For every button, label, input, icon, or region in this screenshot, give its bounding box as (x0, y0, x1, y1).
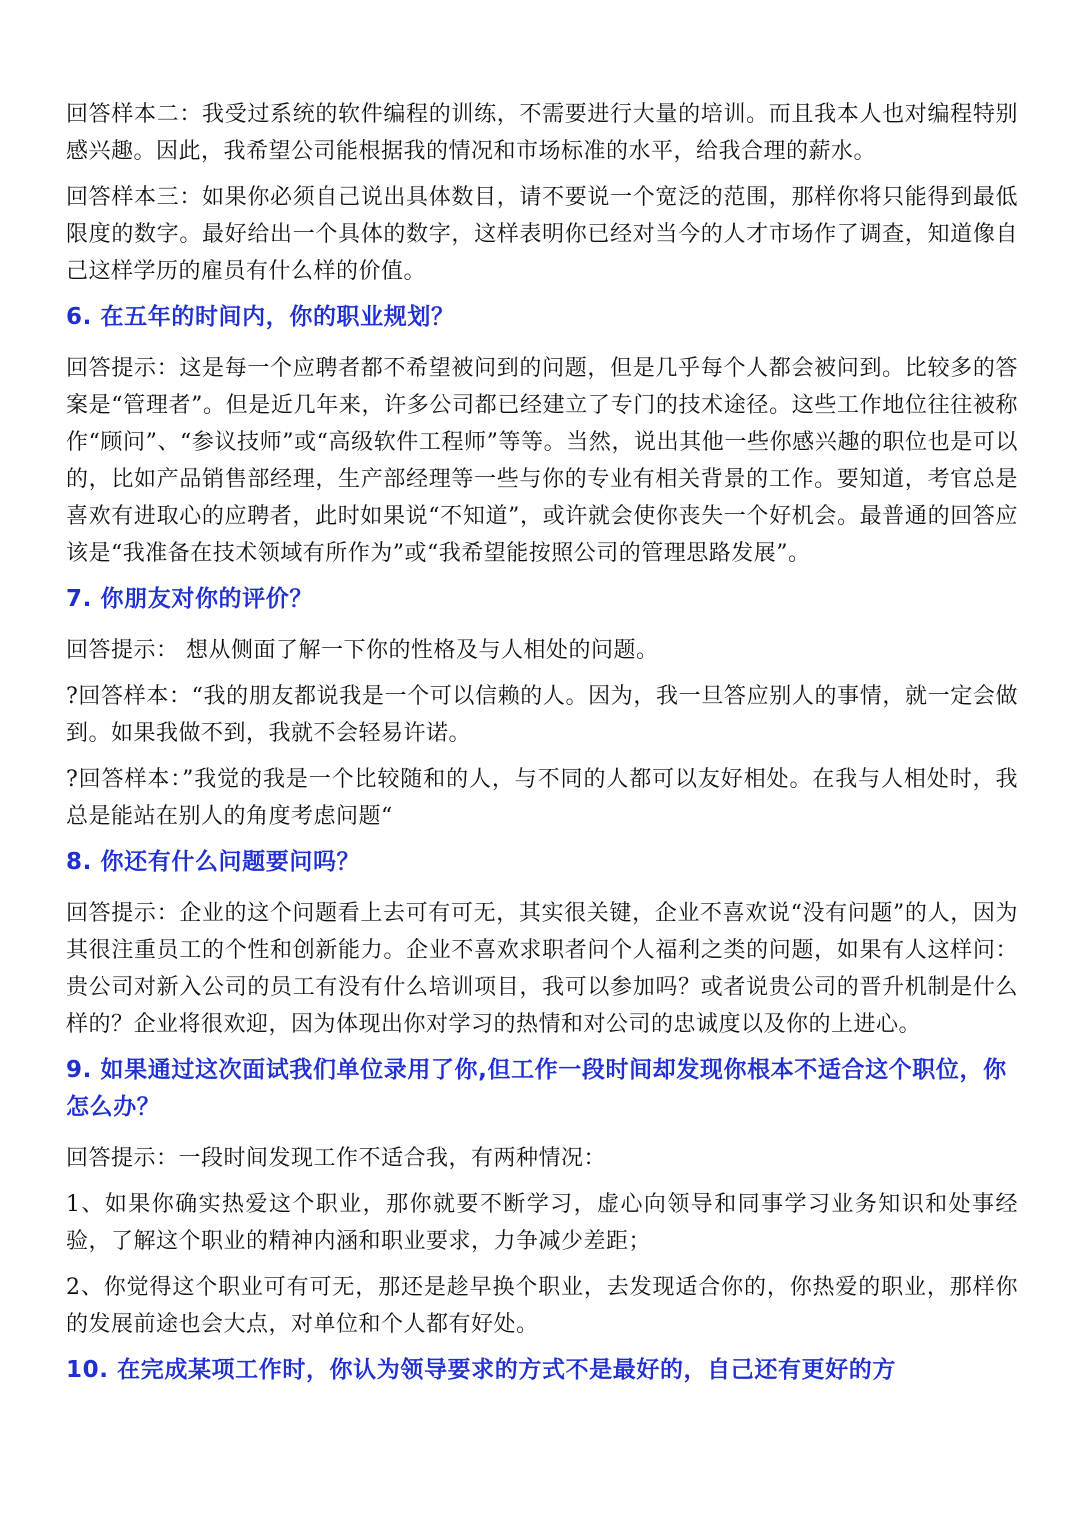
question-9-point-1: 1、如果你确实热爱这个职业，那你就要不断学习，虚心向领导和同事学习业务知识和处事经验，了解这个职业的精神内涵和职业要求，力争减少差距； (66, 1192, 1018, 1254)
answer-sample-2: 回答样本二：我受过系统的软件编程的训练，不需要进行大量的培训。而且我本人也对编程特别感兴趣。因此，我希望公司能根据我的情况和市场标准的水平，给我合理的薪水。 (66, 102, 1018, 164)
question-7-answer-hint: 回答提示： 想从侧面了解一下你的性格及与人相处的问题。 (66, 638, 659, 663)
question-7-sample-2: ?回答样本：”我觉的我是一个比较随和的人，与不同的人都可以友好相处。在我与人相处时，我总是能站在别人的角度考虑问题“ (66, 767, 1018, 829)
question-7-sample-1: ?回答样本：“我的朋友都说我是一个可以信赖的人。因为，我一旦答应别人的事情，就一定会做到。如果我做不到，我就不会轻易许诺。 (66, 684, 1018, 746)
question-10-heading: 10. 在完成某项工作时，你认为领导要求的方式不是最好的，自己还有更好的方 (66, 1357, 896, 1383)
question-7-heading: 7. 你朋友对你的评价？ (66, 586, 313, 612)
question-6-heading: 6. 在五年的时间内，你的职业规划？ (66, 304, 455, 330)
question-8-answer-hint: 回答提示：企业的这个问题看上去可有可无，其实很关键，企业不喜欢说“没有问题”的人，因为其很注重员工的个性和创新能力。企业不喜欢求职者问个人福利之类的问题，如果有人这样问：贵公司对新入公司的员工有没有什么培训项目，我可以参加吗？或者说贵公司的晋升机制是什么样的？企业将很欢迎，因为体现出你对学习的热情和对公司的忠诚度以及你的上进心。 (66, 901, 1018, 1037)
answer-sample-3: 回答样本三：如果你必须自己说出具体数目，请不要说一个宽泛的范围，那样你将只能得到最低限度的数字。最好给出一个具体的数字，这样表明你已经对当今的人才市场作了调查，知道像自己这样学历的雇员有什么样的价值。 (66, 185, 1018, 284)
question-9-point-2: 2、你觉得这个职业可有可无，那还是趁早换个职业，去发现适合你的，你热爱的职业，那样你的发展前途也会大点，对单位和个人都有好处。 (66, 1275, 1018, 1337)
question-6-answer-hint: 回答提示：这是每一个应聘者都不希望被问到的问题，但是几乎每个人都会被问到。比较多的答案是“管理者”。但是近几年来，许多公司都已经建立了专门的技术途径。这些工作地位往往被称作“顾问”、“参议技师”或“高级软件工程师”等等。当然，说出其他一些你感兴趣的职位也是可以的，比如产品销售部经理，生产部经理等一些与你的专业有相关背景的工作。要知道，考官总是喜欢有进取心的应聘者，此时如果说“不知道”，或许就会使你丧失一个好机会。最普通的回答应该是“我准备在技术领域有所作为”或“我希望能按照公司的管理思路发展”。 (66, 356, 1018, 566)
document-page (66, 96, 1018, 1403)
question-9-answer-hint: 回答提示：一段时间发现工作不适合我，有两种情况： (66, 1146, 607, 1171)
question-8-heading: 8. 你还有什么问题要问吗？ (66, 849, 361, 875)
question-9-heading: 9. 如果通过这次面试我们单位录用了你,但工作一段时间却发现你根本不适合这个职位，你怎么办？ (66, 1057, 1007, 1120)
